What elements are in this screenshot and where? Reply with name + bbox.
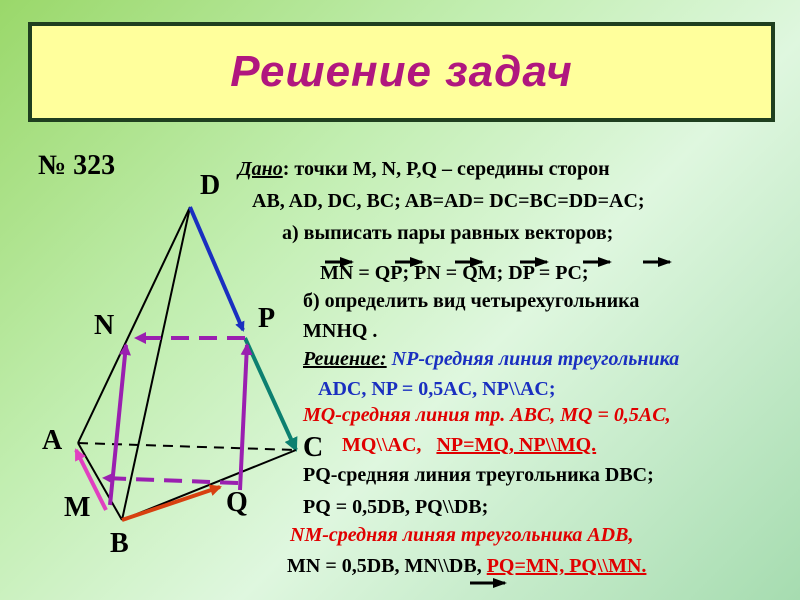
- edge-db: [122, 207, 190, 520]
- mq-parallel: MQ\\AC,: [342, 434, 422, 456]
- vector-qp: [240, 345, 247, 490]
- given-heading: Дано: [238, 158, 283, 180]
- task-b-line-1: б) определить вид четырехугольника: [303, 290, 640, 312]
- mq-line-1: MQ-средняя линия тр. ABC, MQ = 0,5AC,: [303, 404, 671, 426]
- edge-dc-lower: [245, 338, 296, 450]
- nm-line-2: [287, 555, 646, 578]
- solution-np-text: NP-средняя линия треугольника: [386, 348, 680, 370]
- label-p: P: [258, 303, 276, 334]
- label-m: M: [64, 492, 91, 523]
- np-mq-conclusion: NP=MQ, NP\\MQ.: [436, 434, 597, 456]
- sides-line: AB, AD, DC, BC; AB=AD= DC=BC=DD=AC;: [252, 190, 645, 212]
- pq-mn-conclusion: PQ=MN, PQ\\MN.: [486, 555, 647, 577]
- label-b: B: [110, 528, 129, 559]
- mq-line-2: [342, 434, 596, 457]
- label-d: D: [200, 170, 221, 201]
- solution-line-2: ADC, NP = 0,5AC, NP\\AC;: [318, 378, 556, 400]
- nm-line-1: NM-средняя линяя треугольника ADB,: [290, 524, 634, 546]
- problem-number: № 323: [38, 150, 116, 181]
- solution-line-1: [303, 348, 679, 371]
- given-text: : точки M, N, P,Q – середины сторон: [282, 158, 610, 180]
- label-n: N: [94, 310, 115, 341]
- label-c: C: [303, 432, 324, 463]
- solution-heading: Решение:: [303, 348, 387, 370]
- pq-line-1: PQ-средняя линия треугольника DBC;: [303, 464, 654, 486]
- given-line: [238, 158, 610, 181]
- slide-title: Решение задач: [230, 47, 573, 96]
- pq-line-2: PQ = 0,5DB, PQ\\DB;: [303, 496, 489, 518]
- task-b-line-2: MNHQ .: [303, 320, 378, 342]
- vector-bq: [122, 487, 220, 520]
- vectors-line: MN = QP; PN = QM; DP = PC;: [320, 262, 589, 284]
- mn-text: MN = 0,5DB, MN\\DB,: [287, 555, 482, 577]
- label-a: A: [42, 425, 63, 456]
- task-a-line: а) выписать пары равных векторов;: [282, 222, 614, 244]
- edge-ac-hidden: [78, 443, 296, 450]
- label-q: Q: [226, 487, 248, 518]
- vector-dp: [190, 207, 243, 330]
